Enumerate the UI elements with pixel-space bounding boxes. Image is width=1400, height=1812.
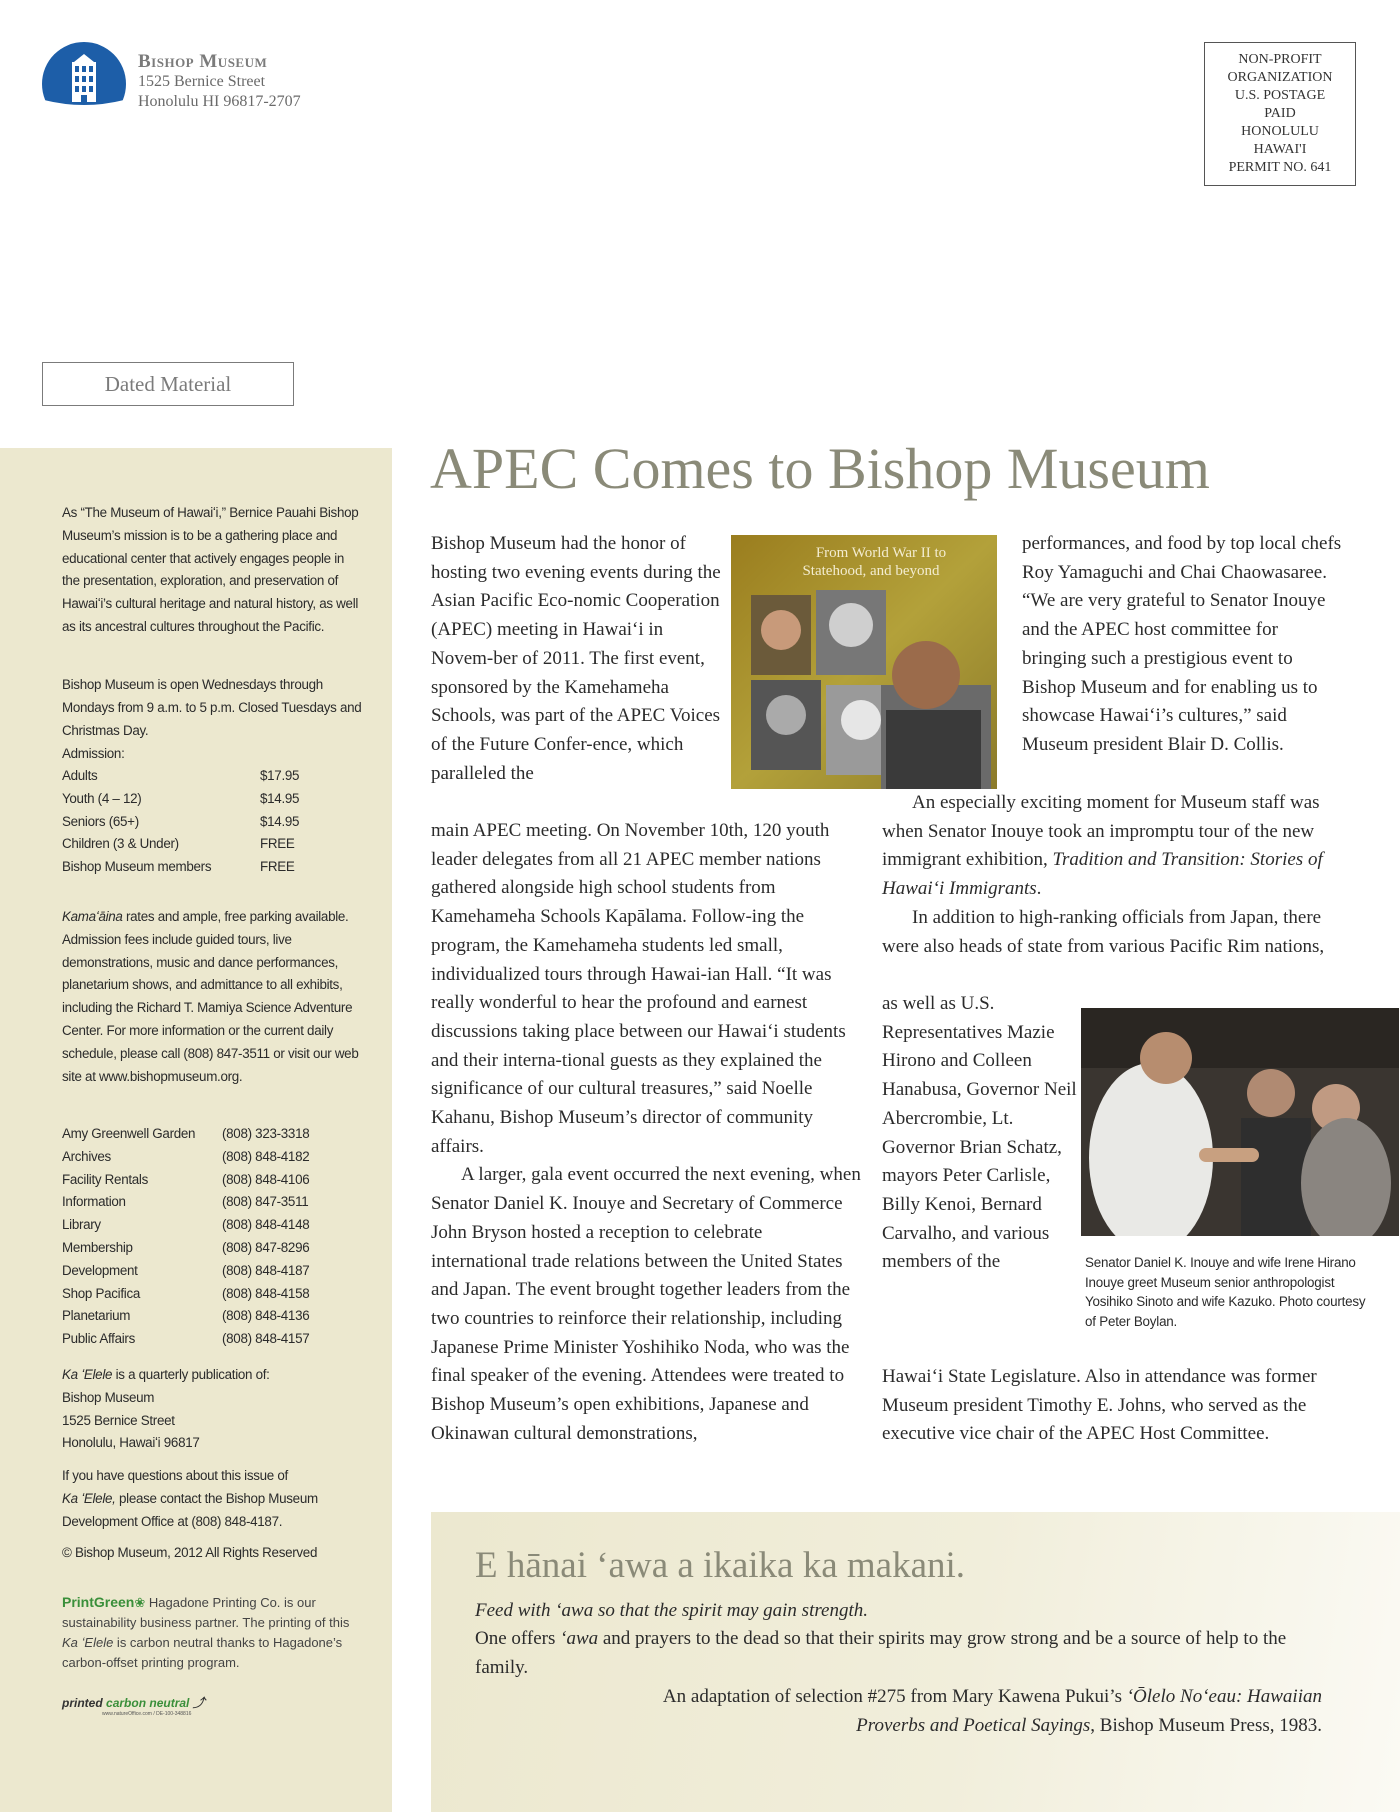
admission-category: Bishop Museum members [62, 859, 212, 875]
return-address [138, 52, 301, 112]
phone-row [62, 1305, 362, 1328]
pub-line-3: Honolulu, Hawaiʻi 96817 [62, 1435, 200, 1451]
department-name: Membership [62, 1239, 133, 1255]
copyright: © Bishop Museum, 2012 All Rights Reserved [62, 1545, 318, 1560]
admission-row [62, 765, 362, 788]
phone-number: (808) 848-4157 [222, 1331, 310, 1347]
source-title: ʻŌlelo Noʻeau: Hawaiian Proverbs and Poetical Sayings [856, 1686, 1322, 1736]
org-name: Bishop Museum [138, 51, 268, 72]
postage-line: HONOLULU [1241, 124, 1319, 139]
postage-permit-box [1204, 42, 1356, 186]
phone-row [62, 1169, 362, 1192]
phone-row [62, 1191, 362, 1214]
bird-icon: ⤴ [192, 1696, 205, 1710]
admission-price: FREE [260, 836, 295, 852]
questions-post: please contact the Bishop Museum Development Office at (808) 848-4187. [62, 1490, 318, 1529]
article-column-1-top: Bishop Museum had the honor of hosting two evening events during the Asian Pacific Eco-nomic Cooperation (APEC) meeting in Hawaiʻi in Novem-ber of 2011. The first event, sponsored by the Kamehameha Schools, was part of the APEC Voices of the Future Confer-ence, which paralleled the [431, 533, 721, 784]
department-name: Development [62, 1262, 138, 1278]
paragraph-tour [882, 789, 1342, 904]
admission-row [62, 788, 362, 811]
exhibit-photo [731, 535, 997, 789]
publication-info [62, 1364, 362, 1455]
printgreen-title: Ka ʻElele [62, 1635, 114, 1650]
admission-price: $14.95 [260, 813, 300, 829]
phone-row [62, 1237, 362, 1260]
address-line-2: Honolulu HI 96817-2707 [138, 93, 301, 110]
photo-banner-line-2: Statehood, and beyond [802, 563, 940, 579]
phone-number: (808) 847-3511 [222, 1194, 309, 1210]
article-column-3-top: performances, and food by top local chefs Roy Yamaguchi and Chai Chaowasaree. “We are very grateful to Senator Inouye and the APEC host committee for bringing such a prestigious event to Bishop Museum and for enabling us to showcase Hawaiʻi’s cultures,” said Museum president Blair D. Collis. [1022, 533, 1342, 755]
admission-category: Seniors (65+) [62, 813, 139, 829]
phone-directory [62, 1123, 362, 1351]
department-name: Archives [62, 1148, 111, 1164]
pub-line-1: Bishop Museum [62, 1389, 155, 1405]
admission-label: Admission: [62, 746, 125, 761]
leaf-icon: ❀ [134, 1595, 146, 1610]
phone-row [62, 1283, 362, 1306]
admission-category: Adults [62, 768, 98, 783]
publication-title: Ka ʻElele [62, 1367, 113, 1382]
source-pre: An adaptation of selection #275 from Mary Kawena Pukui’s [662, 1686, 1127, 1707]
questions-title: Ka ʻElele, [62, 1490, 116, 1506]
printgreen-text-post: is carbon neutral thanks to Hagadone’s carbon-offset printing program. [62, 1635, 343, 1670]
article-column-2-top [882, 789, 1342, 961]
exhibit-title: Tradition and Transition: Stories of Hawaiʻi Immigrants [882, 849, 1323, 900]
proverb-source [640, 1683, 1322, 1740]
dated-material-box: Dated Material [42, 362, 294, 406]
phone-row [62, 1123, 362, 1146]
printgreen-text-pre: Hagadone Printing Co. is our sustainability business partner. The printing of this [62, 1595, 350, 1630]
questions-pre: If you have questions about this issue of [62, 1468, 288, 1483]
pub-line-2: 1525 Bernice Street [62, 1412, 175, 1428]
phone-number: (808) 323-3318 [222, 1126, 310, 1141]
admission-category: Children (3 & Under) [62, 836, 179, 852]
paragraph-gala: A larger, gala event occurred the next evening, when Senator Daniel K. Inouye and Secretary of Commerce John Bryson hosted a reception to celebrate international trade relations between the United States and Japan. The event brought together leaders from the two countries to reinforce their relationship, including Japanese Prime Minister Yoshihiko Noda, who was the final speaker of the evening. Attendees were treated to Bishop Museum’s open exhibitions, Japanese and Okinawan cultural demonstrations, [431, 1164, 861, 1444]
admission-row [62, 811, 362, 834]
hours-text: Bishop Museum is open Wednesdays through Mondays from 9 a.m. to 5 p.m. Closed Tuesdays and Christmas Day. [62, 677, 362, 738]
photo-banner-line: From World War II to [815, 545, 947, 561]
phone-number: (808) 848-4187 [222, 1262, 310, 1278]
source-post: , Bishop Museum Press, 1983. [1090, 1714, 1322, 1736]
photo-caption: Senator Daniel K. Inouye and wife Irene Hirano Inouye greet Museum senior anthropologist Yosihiko Sinoto and wife Kazuko. Photo courtesy of Peter Boylan. [1085, 1255, 1366, 1329]
postage-line: NON-PROFIT [1238, 52, 1322, 67]
phone-number: (808) 848-4158 [222, 1285, 310, 1301]
admission-price: $14.95 [260, 790, 300, 806]
admission-category: Youth (4 – 12) [62, 790, 142, 806]
admission-price: $17.95 [260, 768, 300, 783]
department-name: Planetarium [62, 1308, 131, 1324]
mission-statement: As “The Museum of Hawaiʻi,” Bernice Pauahi Bishop Museum’s mission is to be a gathering place and educational center that actively engages people in the presentation, exploration, and preservation of Hawaiʻi’s cultural heritage and natural history, as well as its ancestral cultures throughout the Pacific. [62, 505, 359, 634]
printgreen-notice [62, 1592, 352, 1673]
department-name: Public Affairs [62, 1331, 135, 1347]
phone-row [62, 1260, 362, 1283]
proverb-title: E hānai ʻawa a ikaika ka makani. [475, 1545, 966, 1586]
phone-row [62, 1146, 362, 1169]
postage-line: PERMIT NO. 641 [1228, 160, 1332, 175]
department-name: Facility Rentals [62, 1171, 148, 1187]
admission-list [62, 765, 362, 879]
printgreen-logo: PrintGreen [62, 1594, 135, 1610]
publication-text: is a quarterly publication of: [112, 1367, 270, 1382]
explanation-post: and prayers to the dead so that their spirits may grow strong and be a source of help to the family. [475, 1628, 1287, 1678]
proverb-translation: Feed with ʻawa so that the spirit may gain strength. [475, 1600, 868, 1621]
phone-row [62, 1214, 362, 1237]
article-column-2-bottom: Hawaiʻi State Legislature. Also in attendance was former Museum president Timothy E. Johns, who served as the executive vice chair of the APEC Host Committee. [882, 1366, 1317, 1445]
article-headline: APEC Comes to Bishop Museum [430, 436, 1210, 501]
postage-line: ORGANIZATION [1227, 70, 1333, 85]
department-name: Amy Greenwell Garden [62, 1126, 196, 1141]
admission-price: FREE [260, 859, 295, 875]
postage-line: HAWAI'I [1253, 142, 1307, 157]
address-line-1: 1525 Bernice Street [138, 73, 266, 90]
article-column-2-middle: as well as U.S. Representatives Mazie Hirono and Colleen Hanabusa, Governor Neil Abercrombie, Lt. Governor Brian Schatz, mayors Peter Carlisle, Billy Kenoi, Bernard Carvalho, and various members of the [882, 993, 1077, 1273]
carbon-url: www.natureOffice.com / DE-100-348816 [102, 1711, 192, 1717]
phone-number: (808) 848-4106 [222, 1171, 310, 1187]
questions-text [62, 1465, 362, 1533]
department-name: Library [62, 1217, 101, 1233]
admission-row [62, 856, 362, 879]
phone-number: (808) 848-4148 [222, 1217, 310, 1233]
department-name: Shop Pacifica [62, 1285, 140, 1301]
explanation-word: ʻawa [560, 1628, 599, 1649]
kamaaina-word: Kamaʻāina [62, 909, 123, 924]
department-name: Information [62, 1194, 126, 1210]
admission-row [62, 833, 362, 856]
museum-building-logo-icon [40, 40, 128, 128]
reception-photo [1081, 1008, 1399, 1236]
paragraph-youth: main APEC meeting. On November 10th, 120 youth leader delegates from all 21 APEC member nations gathered alongside high school students from Kamehameha Schools Kapālama. Follow-ing the program, the Kamehameha students led small, individualized tours through Hawai-ian Hall. “It was really wonderful to hear the profound and earnest discussions taking place between our Hawaiʻi students and their interna-tional guests as they explained the significance of our cultural treasures,” said Noelle Kahanu, Bishop Museum’s director of community affairs. [431, 820, 846, 1157]
article-column-1-bottom [431, 817, 861, 1448]
phone-number: (808) 848-4182 [222, 1148, 310, 1164]
paragraph-officials: In addition to high-ranking officials from Japan, there were also heads of state from various Pacific Rim nations, [882, 906, 1325, 957]
phone-number: (808) 848-4136 [222, 1308, 310, 1324]
tour-text: An especially exciting moment for Museum staff was when Senator Inouye took an impromptu tour of the new immigrant exhibition, [882, 792, 1320, 871]
phone-row [62, 1328, 362, 1351]
postage-line: PAID [1264, 106, 1296, 121]
carbon-neutral-logo [62, 1694, 205, 1717]
proverb-explanation [475, 1625, 1325, 1682]
carbon-neutral-text: carbon neutral [106, 1696, 190, 1710]
phone-number: (808) 847-8296 [222, 1239, 310, 1255]
kamaaina-text [62, 906, 362, 1088]
explanation-pre: One offers [475, 1628, 561, 1649]
tour-end: . [1036, 878, 1042, 900]
kamaaina-details: rates and ample, free parking available. Admission fees include guided tours, live demonstrations, music and dance performances, planetarium shows, and admittance to all exhibits, including the Richard T. Mamiya Science Adventure Center. For more information or the current daily schedule, please call (808) 847-3511 or visit our web site at www.bishopmuseum.org. [62, 909, 359, 1084]
postage-line: U.S. POSTAGE [1234, 88, 1326, 103]
carbon-printed: printed [62, 1696, 103, 1710]
